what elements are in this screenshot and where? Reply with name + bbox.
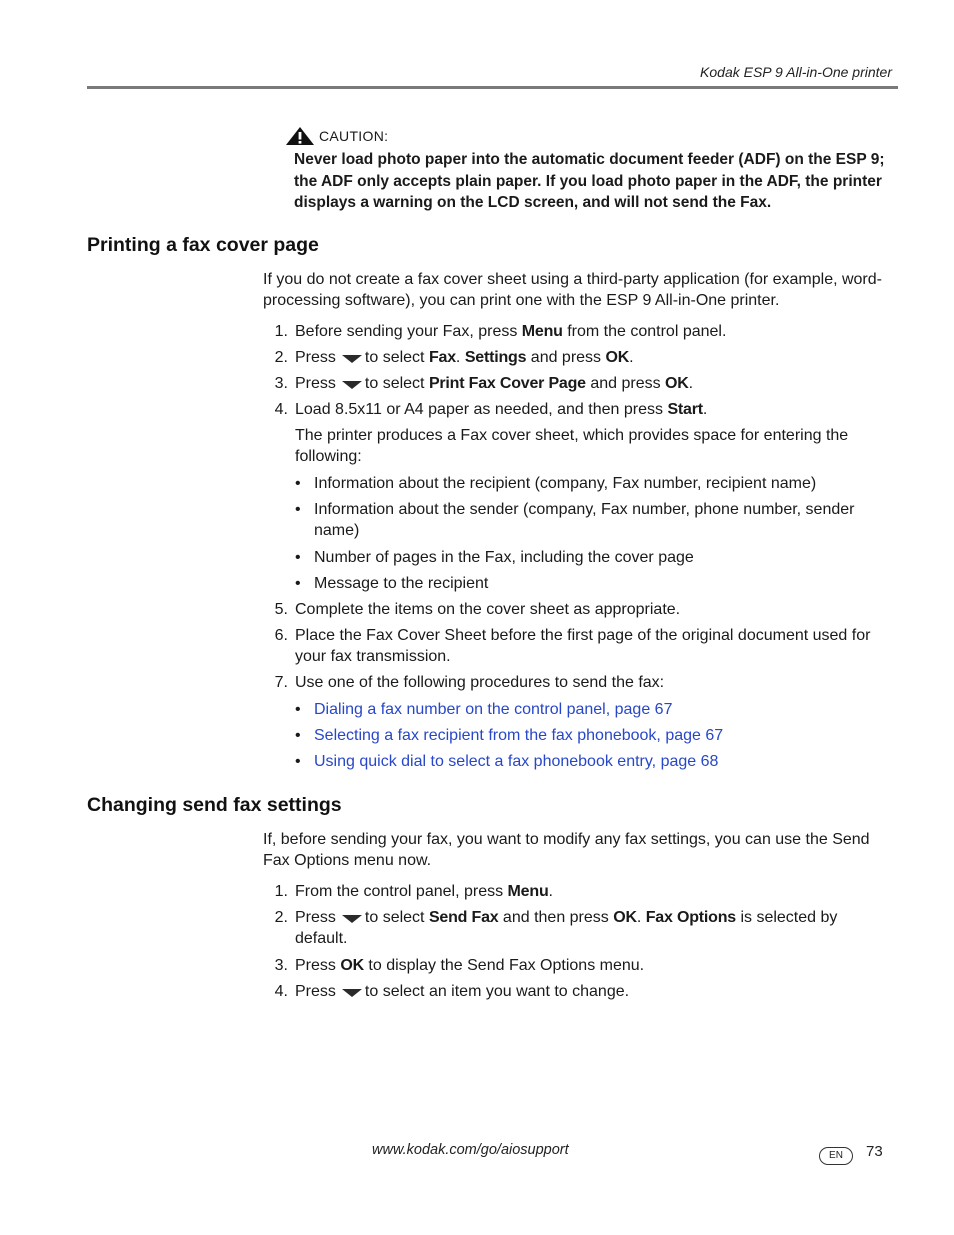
list-item: • Message to the recipient (295, 575, 489, 592)
down-arrow-icon (342, 355, 362, 363)
language-badge: EN (819, 1147, 853, 1165)
link-quick-dial[interactable]: • Using quick dial to select a fax phonebook entry, page 68 (295, 753, 719, 770)
caution-label: CAUTION: (319, 128, 389, 144)
section-intro: If you do not create a fax cover sheet using a third-party application (for example, word-processing software), you can print one with the ESP 9 All-in-One printer. (263, 271, 882, 309)
down-arrow-icon (342, 381, 362, 389)
step-2: 2. Press to select Send Fax and then press OK. Fax Options is selected by default. (274, 909, 838, 947)
caution-text: Never load photo paper into the automatic document feeder (ADF) on the ESP 9; the ADF only accepts plain paper. If you load photo paper in the ADF, the printer displays a warning on the LCD screen, and will not send the Fax. (294, 151, 885, 211)
section-title-send-fax-settings: Changing send fax settings (87, 794, 342, 816)
list-item: • Information about the recipient (company, Fax number, recipient name) (295, 475, 817, 492)
header-rule (87, 86, 898, 89)
warning-triangle-icon (285, 126, 315, 146)
running-header: Kodak ESP 9 All-in-One printer (700, 64, 892, 80)
link-dialing-fax[interactable]: • Dialing a fax number on the control panel, page 67 (295, 701, 673, 718)
footer-url[interactable]: www.kodak.com/go/aiosupport (372, 1142, 569, 1158)
link-selecting-recipient[interactable]: • Selecting a fax recipient from the fax phonebook, page 67 (295, 727, 724, 744)
list-item: • Information about the sender (company, Fax number, phone number, sender name) (295, 501, 855, 539)
page-number: 73 (866, 1143, 883, 1160)
section-intro: If, before sending your fax, you want to modify any fax settings, you can use the Send Fax Options menu now. (263, 831, 870, 869)
caution-box (285, 126, 900, 214)
list-item: • Number of pages in the Fax, including the cover page (295, 549, 694, 566)
section-title-fax-cover: Printing a fax cover page (87, 234, 319, 256)
step-6: 6. Place the Fax Cover Sheet before the first page of the original document used for your fax transmission. (274, 627, 871, 665)
down-arrow-icon (342, 989, 362, 997)
down-arrow-icon (342, 915, 362, 923)
step-4-note: The printer produces a Fax cover sheet, which provides space for entering the following: (295, 427, 849, 465)
